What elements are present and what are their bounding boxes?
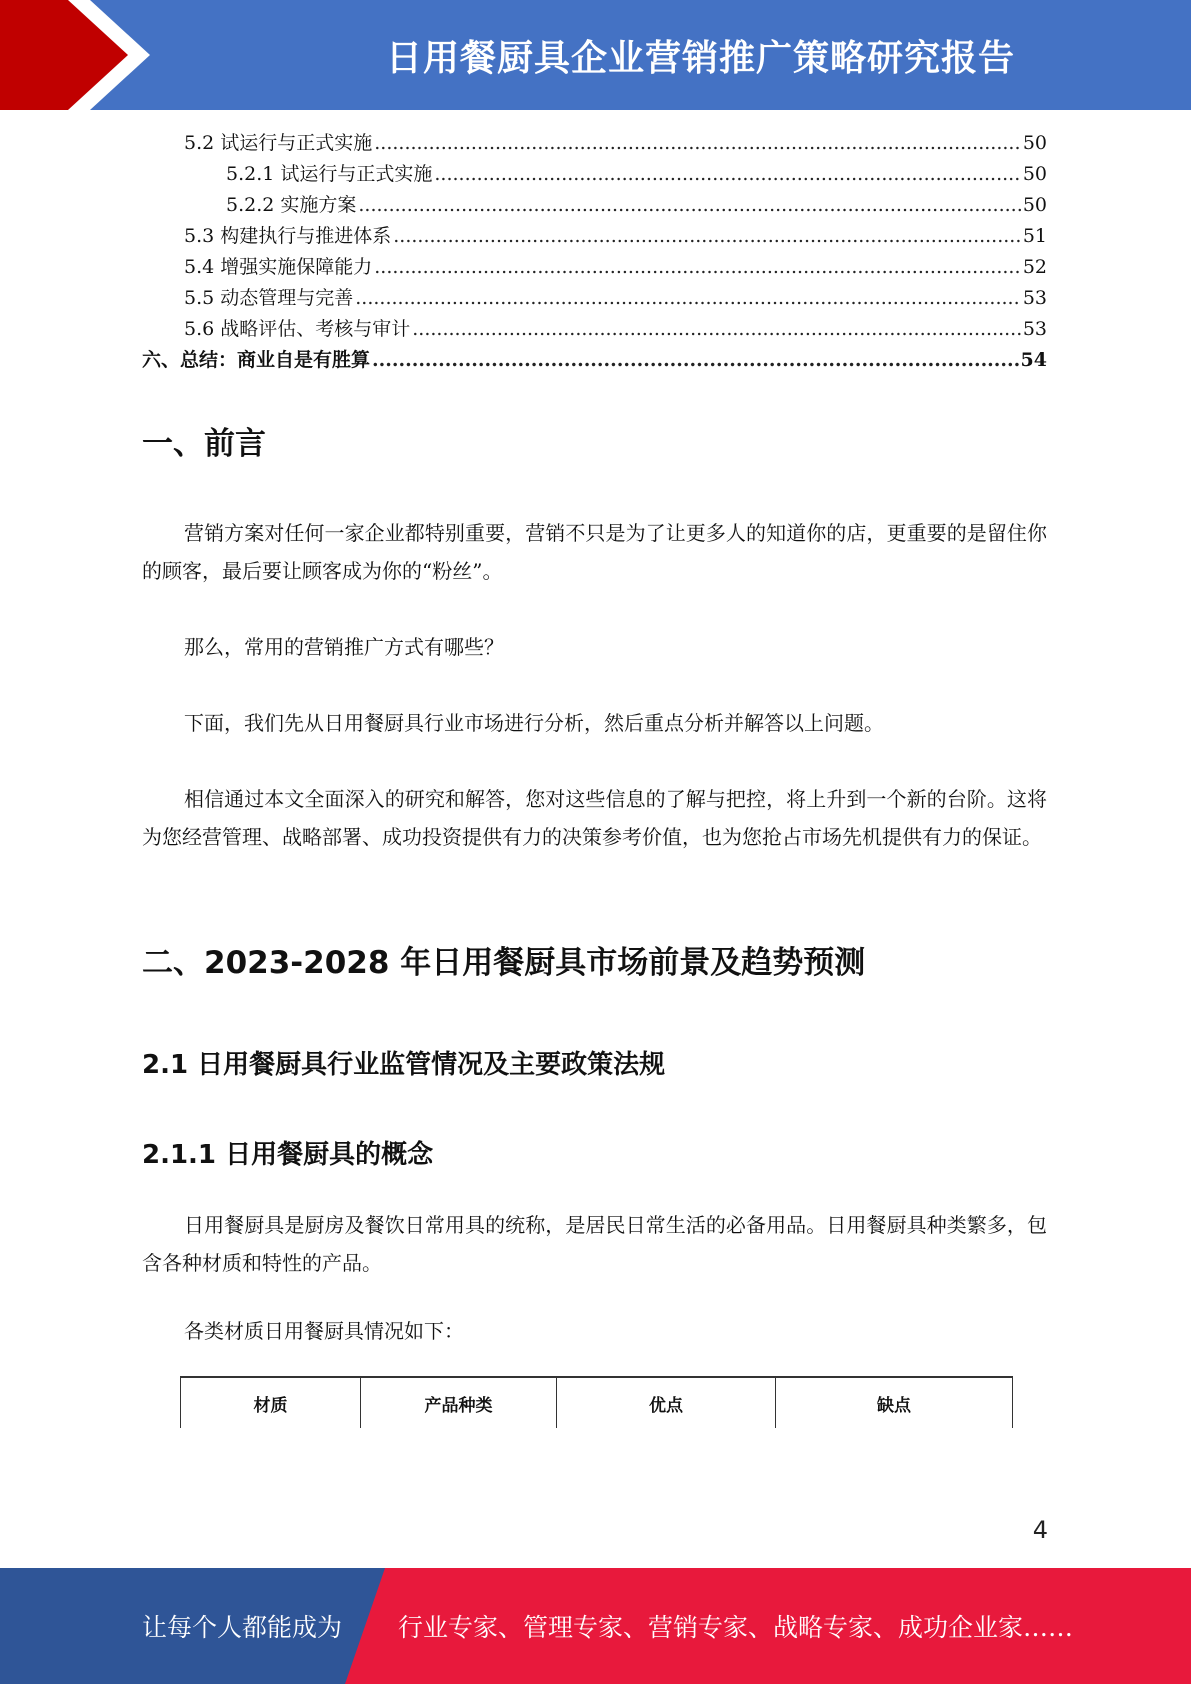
table-of-contents bbox=[142, 128, 1047, 376]
toc-leader-dots bbox=[355, 283, 1021, 314]
toc-leader-dots bbox=[372, 345, 1019, 376]
heading-market-outlook: 二、2023-2028 年日用餐厨具市场前景及趋势预测 bbox=[142, 945, 866, 981]
column-header-disadvantages: 缺点 bbox=[776, 1377, 1013, 1428]
paragraph: 各类材质日用餐厨具情况如下： bbox=[184, 1319, 464, 1343]
heading-2-1-1: 2.1.1 日用餐厨具的概念 bbox=[142, 1140, 434, 1170]
paragraph: 日用餐厨具是厨房及餐饮日常用具的统称，是居民日常生活的必备用品。日用餐厨具种类繁多，包含各种材质和特性的产品。 bbox=[142, 1213, 1047, 1275]
materials-table bbox=[180, 1376, 1012, 1428]
toc-leader-dots bbox=[374, 252, 1021, 283]
toc-leader-dots bbox=[393, 221, 1021, 252]
toc-entry-page: 52 bbox=[1022, 256, 1047, 278]
toc-entry[interactable] bbox=[142, 314, 1047, 345]
heading-2-1: 2.1 日用餐厨具行业监管情况及主要政策法规 bbox=[142, 1050, 666, 1080]
toc-leader-dots bbox=[374, 128, 1021, 159]
column-header-product-type: 产品种类 bbox=[361, 1377, 557, 1428]
toc-entry-label: 5.3 构建执行与推进体系 bbox=[184, 225, 392, 247]
page-number: 4 bbox=[1032, 1516, 1048, 1544]
table-header-row bbox=[181, 1377, 1013, 1428]
toc-leader-dots bbox=[358, 190, 1020, 221]
footer-banner bbox=[0, 1568, 1191, 1684]
paragraph: 下面，我们先从日用餐厨具行业市场进行分析，然后重点分析并解答以上问题。 bbox=[184, 711, 884, 735]
toc-entry-page: 53 bbox=[1022, 318, 1047, 340]
toc-entry-label: 5.2.1 试运行与正式实施 bbox=[226, 163, 433, 185]
toc-entry-label: 5.5 动态管理与完善 bbox=[184, 287, 354, 309]
toc-entry-label: 5.4 增强实施保障能力 bbox=[184, 256, 373, 278]
header-banner bbox=[0, 0, 1191, 110]
paragraph: 相信通过本文全面深入的研究和解答，您对这些信息的了解与把控，将上升到一个新的台阶。这将为您经营管理、战略部署、成功投资提供有力的决策参考价值，也为您抢占市场先机提供有力的保证。 bbox=[142, 787, 1047, 849]
toc-entry-label: 5.6 战略评估、考核与审计 bbox=[184, 318, 411, 340]
toc-entry-page: 53 bbox=[1022, 287, 1047, 309]
footer-slogan-right: 行业专家、管理专家、营销专家、战略专家、成功企业家…… bbox=[398, 1613, 1074, 1642]
toc-entry-page: 54 bbox=[1020, 349, 1047, 371]
paragraph: 那么，常用的营销推广方式有哪些？ bbox=[184, 635, 504, 659]
toc-entry[interactable] bbox=[142, 345, 1047, 376]
toc-entry-page: 51 bbox=[1022, 225, 1047, 247]
toc-entry[interactable] bbox=[142, 159, 1047, 190]
paragraph: 营销方案对任何一家企业都特别重要，营销不只是为了让更多人的知道你的店，更重要的是留住你的顾客，最后要让顾客成为你的“粉丝”。 bbox=[142, 521, 1047, 583]
toc-entry[interactable] bbox=[142, 190, 1047, 221]
document-title: 日用餐厨具企业营销推广策略研究报告 bbox=[385, 37, 1015, 79]
toc-leader-dots bbox=[434, 159, 1020, 190]
toc-entry-label: 六、总结：商业自是有胜算 bbox=[142, 349, 371, 371]
toc-entry[interactable] bbox=[142, 283, 1047, 314]
toc-entry-page: 50 bbox=[1022, 194, 1047, 216]
toc-entry[interactable] bbox=[142, 252, 1047, 283]
column-header-material: 材质 bbox=[181, 1377, 361, 1428]
footer-slogan-left: 让每个人都能成为 bbox=[142, 1613, 343, 1642]
toc-entry-label: 5.2 试运行与正式实施 bbox=[184, 132, 373, 154]
toc-entry-page: 50 bbox=[1022, 163, 1047, 185]
toc-leader-dots bbox=[412, 314, 1021, 345]
column-header-advantages: 优点 bbox=[557, 1377, 776, 1428]
heading-preface: 一、前言 bbox=[142, 426, 266, 462]
toc-entry[interactable] bbox=[142, 221, 1047, 252]
toc-entry-label: 5.2.2 实施方案 bbox=[226, 194, 357, 216]
toc-entry[interactable] bbox=[142, 128, 1047, 159]
toc-entry-page: 50 bbox=[1022, 132, 1047, 154]
